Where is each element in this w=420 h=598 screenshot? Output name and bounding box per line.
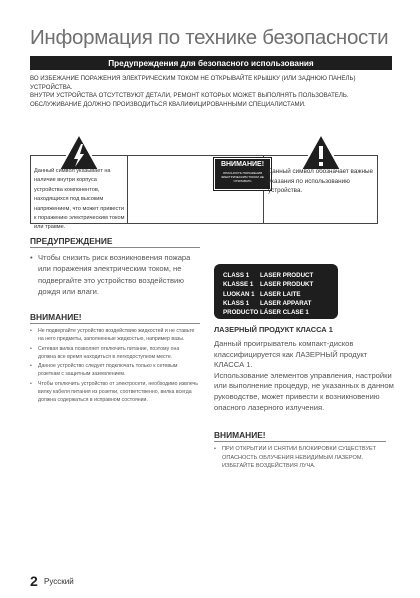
list-item: • Чтобы снизить риск возникновения пожара или поражения электрическим током, не подвергайте это устройство воздействию дождя или влаги. [30, 252, 202, 298]
caution-right-heading-rule [214, 441, 386, 442]
caution-left-list [30, 327, 198, 406]
label-class: KLASS 1 [223, 299, 250, 307]
label-class: CLASS 1 [223, 272, 250, 279]
list-item: • Данное устройство следует подключать только к сетевым розеткам с защитным заземлением. [30, 362, 198, 378]
list-item: • Сетевая вилка позволяет отключить питание, поэтому она должна все время находиться в легкодоступном месте. [30, 345, 198, 361]
laser-desc-1: Данный проигрыватель компакт-дисков классифицируется как ЛАЗЕРНЫЙ продукт КЛАССА 1. [214, 339, 368, 370]
caution-left-heading: ВНИМАНИЕ! [30, 312, 82, 322]
section-title-bar: Предупреждения для безопасного использования [30, 56, 392, 70]
laser-description [214, 339, 398, 413]
label-class: LUOKAN 1 [223, 290, 255, 298]
laser-desc-2: Использование элементов управления, настройки или выполнение процедур, не указанных в данном руководстве, может привести к возникновению опасного лазерного излучения. [214, 370, 394, 412]
warning-list [30, 252, 202, 298]
page-language: Русский [44, 577, 74, 586]
high-voltage-warning-icon [57, 132, 101, 172]
label-product: LASER LAITE [260, 290, 301, 298]
warning-heading-rule [30, 247, 200, 248]
label-product: LASER APPARAT [260, 299, 312, 307]
caution-right-list [214, 445, 394, 472]
label-class: KLASSE 1 [223, 281, 254, 289]
list-item: • Чтобы отключить устройство от электросети, необходимо извлечь вилку кабеля питания из розетки, соответственно, вилка всегда должна содержаться в исправном состоянии. [30, 380, 198, 405]
caution-label [214, 158, 271, 190]
warning-heading: ПРЕДУПРЕЖДЕНИЕ [30, 236, 113, 246]
exclamation-symbol-cell [264, 156, 377, 223]
exclamation-warning-icon [299, 132, 343, 172]
caps-warning-line-2: ВНУТРИ УСТРОЙСТВА ОТСУТСТВУЮТ ДЕТАЛИ, РЕМОНТ КОТОРЫХ МОЖЕТ ВЫПОЛНЯТЬ ПОЛЬЗОВАТЕЛЬ. ОБСЛУЖИВАНИЕ ДОЛЖНО ПРОИЗВОДИТЬСЯ КВАЛИФИЦИРОВАННЫМИ СПЕЦИАЛИСТАМИ. [30, 92, 349, 108]
caution-right-heading: ВНИМАНИЕ! [214, 430, 266, 440]
laser-class-label-grid [223, 271, 332, 317]
high-voltage-symbol-cell [31, 156, 128, 231]
caution-label-title: ВНИМАНИЕ! [220, 161, 265, 168]
symbol-explanation-box [30, 155, 378, 231]
label-product: LASER PRODUKT [260, 281, 314, 289]
caps-warning [30, 75, 395, 109]
label-product: LASER PRODUCT [260, 272, 314, 279]
caution-label-text: ОПАСНОСТЬ ПОРАЖЕНИЯ ЭЛЕКТРИЧЕСКИМ ТОКОМ НЕ ОТКРЫВАТЬ [221, 171, 264, 183]
caution-label-cell [128, 156, 264, 223]
label-product: LÁSER CLASE 1 [260, 309, 309, 317]
laser-class-label [214, 264, 338, 319]
list-item: • ПРИ ОТКРЫТИИ И СНЯТИИ БЛОКИРОВКИ СУЩЕСТВУЕТ ОПАСНОСТЬ ОБЛУЧЕНИЯ НЕВИДИМЫМ ЛАЗЕРОМ. ИЗБЕГАЙТЕ ВОЗДЕЙСТВИЯ ЛУЧА. [214, 445, 394, 471]
high-voltage-symbol-text: Данный символ указывает на наличие внутри корпуса устройства компонентов, находящихся под высоким напряжением, что может привести к поражению электрическим током или травме. [34, 168, 125, 231]
caution-left-heading-rule [30, 323, 200, 324]
laser-heading: ЛАЗЕРНЫЙ ПРОДУКТ КЛАССА 1 [214, 325, 333, 334]
page-title: Информация по технике безопасности [30, 26, 389, 49]
list-item: • Не подвергайте устройство воздействию жидкостей и не ставьте на него предметы, заполненные жидкостью, например вазы. [30, 327, 198, 343]
exclamation-symbol-text: Данный символ обозначает важные указания по использованию устройства. [268, 168, 374, 195]
page-number: 2 [30, 573, 38, 589]
label-class: PRODUCTO [223, 309, 259, 317]
caps-warning-line-1: ВО ИЗБЕЖАНИЕ ПОРАЖЕНИЯ ЭЛЕКТРИЧЕСКИМ ТОКОМ НЕ ОТКРЫВАЙТЕ КРЫШКУ (ИЛИ ЗАДНЮЮ ПАНЕЛЬ) УСТРОЙСТВА. [30, 75, 356, 91]
